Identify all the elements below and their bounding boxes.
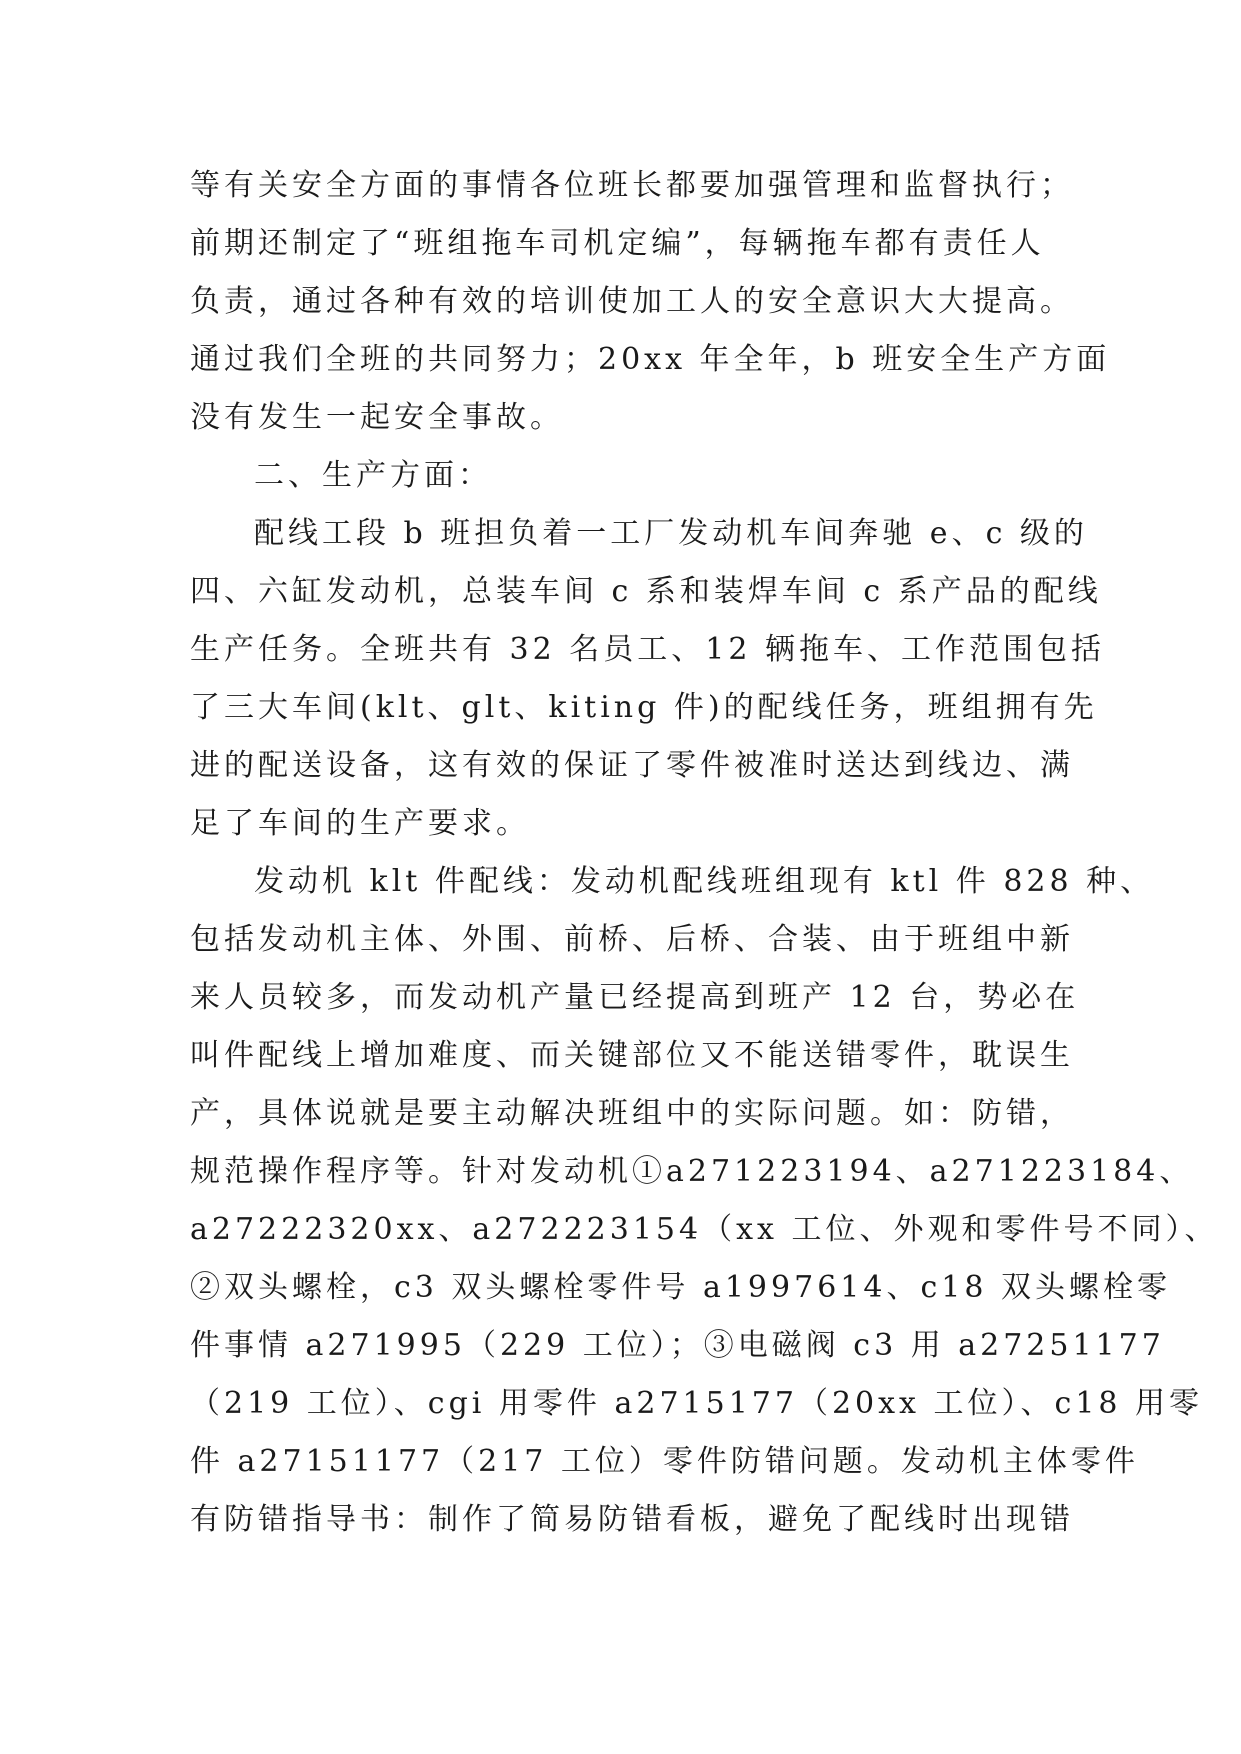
text-line: 发动机 klt 件配线：发动机配线班组现有 ktl 件 828 种、	[254, 864, 1155, 899]
text-line: 四、六缸发动机，总装车间 c 系和装焊车间 c 系产品的配线	[190, 574, 1102, 609]
text-line: 件 a27151177（217 工位）零件防错问题。发动机主体零件	[190, 1444, 1139, 1479]
text-line: 包括发动机主体、外围、前桥、后桥、合装、由于班组中新	[190, 922, 1074, 957]
text-line: 等有关安全方面的事情各位班长都要加强管理和监督执行；	[190, 168, 1074, 203]
text-line: 负责，通过各种有效的培训使加工人的安全意识大大提高。	[190, 284, 1074, 319]
text-line: ②双头螺栓，c3 双头螺栓零件号 a1997614、c18 双头螺栓零	[190, 1270, 1171, 1305]
text-line: 产，具体说就是要主动解决班组中的实际问题。如：防错，	[190, 1096, 1074, 1131]
text-line: 来人员较多，而发动机产量已经提高到班产 12 台，势必在	[190, 980, 1080, 1015]
text-line: 了三大车间(klt、glt、kiting 件)的配线任务，班组拥有先	[190, 690, 1098, 725]
section-heading: 二、生产方面：	[254, 458, 492, 493]
text-line: 件事情 a271995（229 工位）；③电磁阀 c3 用 a27251177	[190, 1328, 1165, 1363]
text-line: 足了车间的生产要求。	[190, 806, 530, 841]
text-line: a27222320xx、a272223154（xx 工位、外观和零件号不同）、	[190, 1212, 1219, 1247]
text-line: （219 工位）、cgi 用零件 a2715177（20xx 工位）、c18 用零	[190, 1386, 1204, 1421]
text-line: 没有发生一起安全事故。	[190, 400, 564, 435]
text-line: 有防错指导书：制作了简易防错看板，避免了配线时出现错	[190, 1502, 1074, 1537]
document-body	[190, 157, 1219, 1549]
text-line: 生产任务。全班共有 32 名员工、12 辆拖车、工作范围包括	[190, 632, 1105, 667]
text-line: 规范操作程序等。针对发动机①a271223194、a271223184、	[190, 1154, 1194, 1189]
text-line: 通过我们全班的共同努力；20xx 年全年，b 班安全生产方面	[190, 342, 1111, 377]
text-line: 进的配送设备，这有效的保证了零件被准时送达到线边、满	[190, 748, 1074, 783]
text-line: 叫件配线上增加难度、而关键部位又不能送错零件，耽误生	[190, 1038, 1074, 1073]
text-line: 前期还制定了“班组拖车司机定编”，每辆拖车都有责任人	[190, 226, 1045, 261]
text-line: 配线工段 b 班担负着一工厂发动机车间奔驰 e、c 级的	[254, 516, 1088, 551]
